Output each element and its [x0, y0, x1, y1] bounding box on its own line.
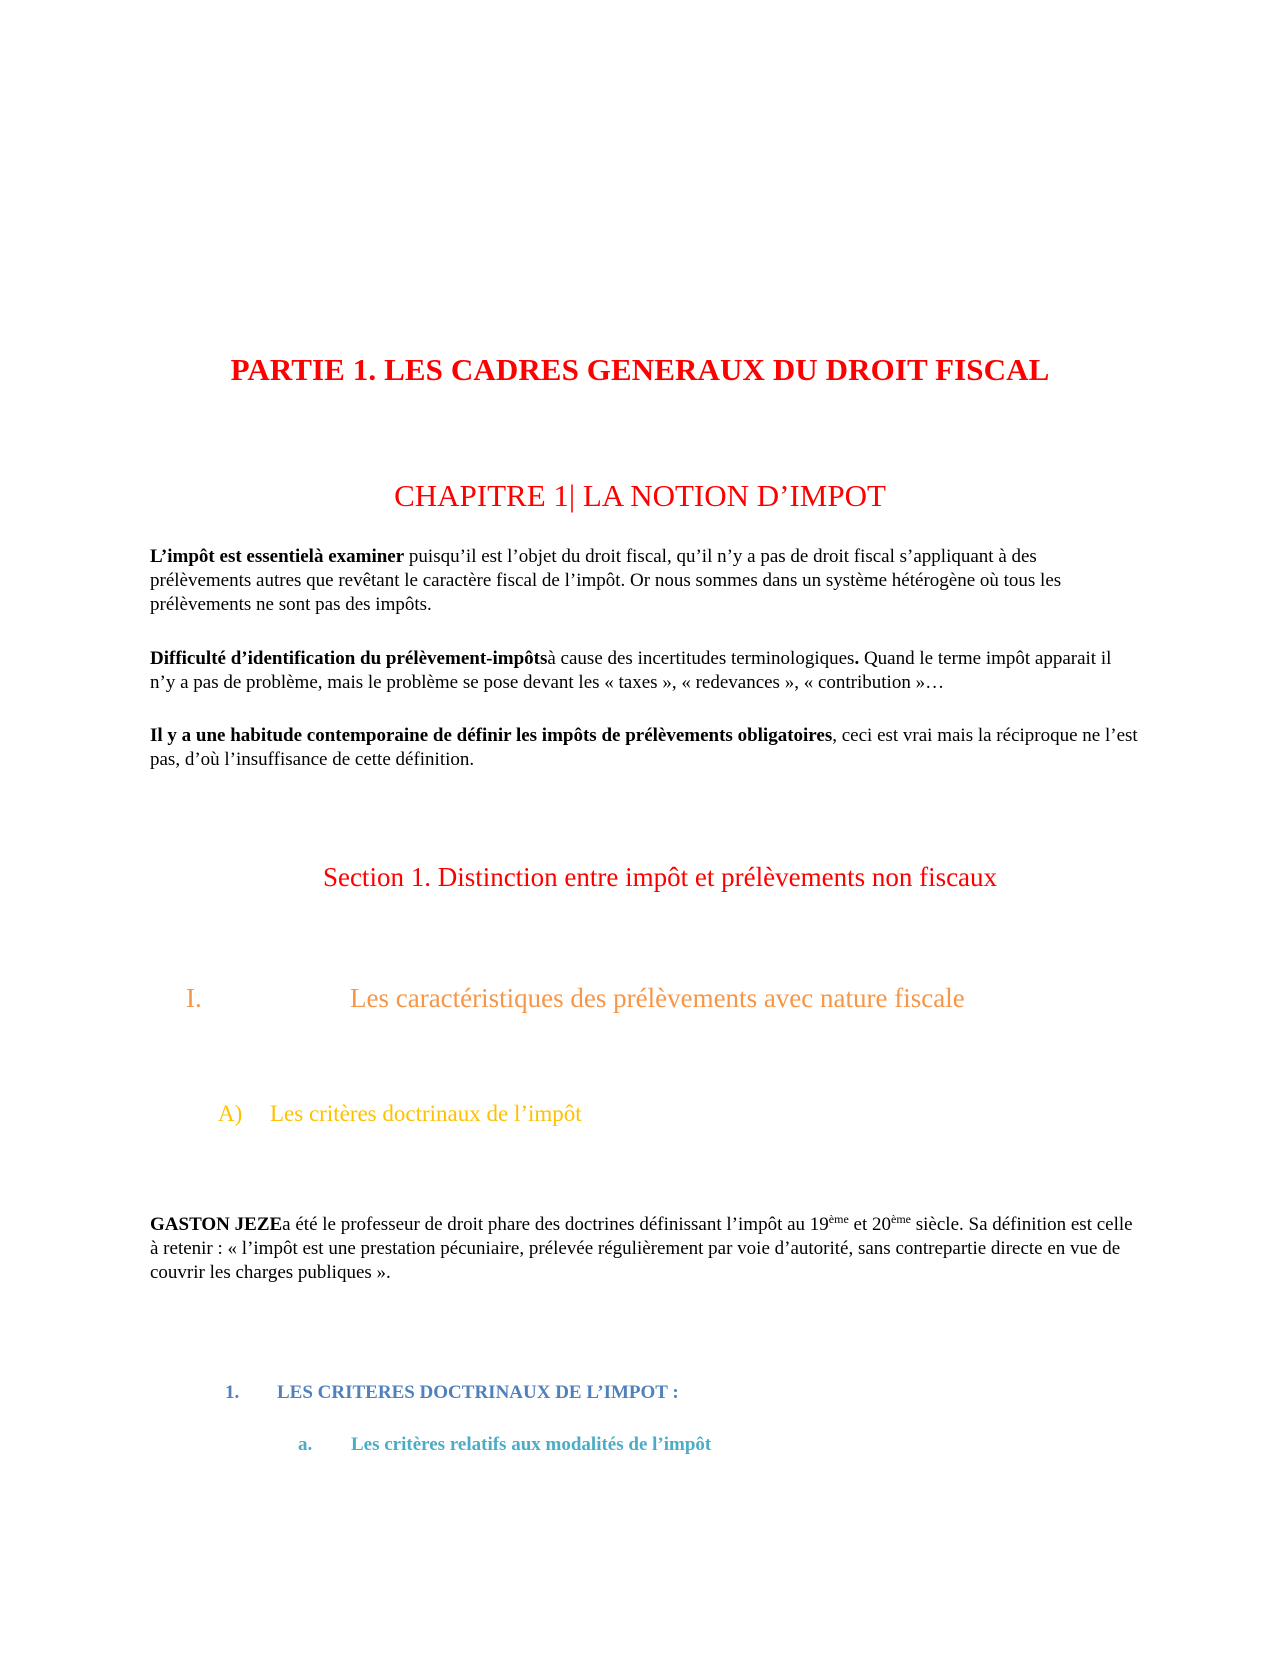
paragraph-impot-essentiel — [150, 545, 1140, 617]
paragraph-text: siècle. Sa définition est celle à retenir : « l’impôt est une prestation pécuniaire, prélevée régulièrement par voie d’autorité, sans contrepartie directe en vue de couvrir les charges publiques ». — [150, 1214, 1133, 1283]
heading-num-marker: 1. — [225, 1382, 240, 1403]
heading-roman-marker: I. — [186, 983, 202, 1013]
heading-alpha-title: Les critères doctrinaux de l’impôt — [270, 1101, 582, 1126]
paragraph-difficulte — [150, 647, 1140, 695]
paragraph-bold-period: . — [854, 648, 860, 669]
paragraph-bold-lead: Il y a une habitude contemporaine de définir les impôts de prélèvements obligatoires — [150, 725, 833, 746]
paragraph-gaston-jeze — [150, 1213, 1140, 1285]
paragraph-text: puisqu’il est l’objet du droit fiscal, qu’il n’y a pas de droit fiscal s’appliquant à des prélèvements autres que revêtant le caractère fiscal de l’impôt. Or nous sommes dans un système hétérogène où tous les prélèvements ne sont pas des impôts. — [150, 546, 1062, 615]
heading-alpha-marker: A) — [218, 1101, 243, 1126]
heading-letter-title: Les critères relatifs aux modalités de l’impôt — [351, 1434, 712, 1455]
superscript-eme: ème — [891, 1212, 911, 1226]
paragraph-bold-lead: GASTON JEZE — [150, 1214, 283, 1235]
paragraph-text: , ceci est vrai mais la réciproque ne l’est pas, d’où l’insuffisance de cette définition. — [150, 725, 1138, 770]
heading-letter-marker: a. — [298, 1434, 313, 1455]
part-title: PARTIE 1. LES CADRES GENERAUX DU DROIT FISCAL — [230, 352, 1050, 387]
paragraph-habitude — [150, 724, 1140, 772]
paragraph-text-continued: Quand le terme impôt apparait il n’y a pas de problème, mais le problème se pose devant les « taxes », « redevances », « contribution »… — [150, 648, 1112, 693]
paragraph-bold-lead: L’impôt est essentielà examiner — [150, 546, 405, 567]
superscript-eme: ème — [828, 1212, 849, 1226]
heading-roman-title: Les caractéristiques des prélèvements avec nature fiscale — [350, 983, 965, 1013]
paragraph-text: a été le professeur de droit phare des doctrines définissant l’impôt au 19 — [282, 1214, 829, 1235]
chapter-title: CHAPITRE 1| LA NOTION D’IMPOT — [394, 478, 886, 513]
paragraph-bold-lead: Difficulté d’identification du prélèvement-impôts — [150, 648, 548, 669]
section-title: Section 1. Distinction entre impôt et prélèvements non fiscaux — [322, 862, 998, 892]
paragraph-text: et 20 — [848, 1214, 891, 1235]
paragraph-text: à cause des incertitudes terminologiques — [547, 648, 855, 669]
heading-num-title: LES CRITERES DOCTRINAUX DE L’IMPOT : — [277, 1382, 679, 1403]
